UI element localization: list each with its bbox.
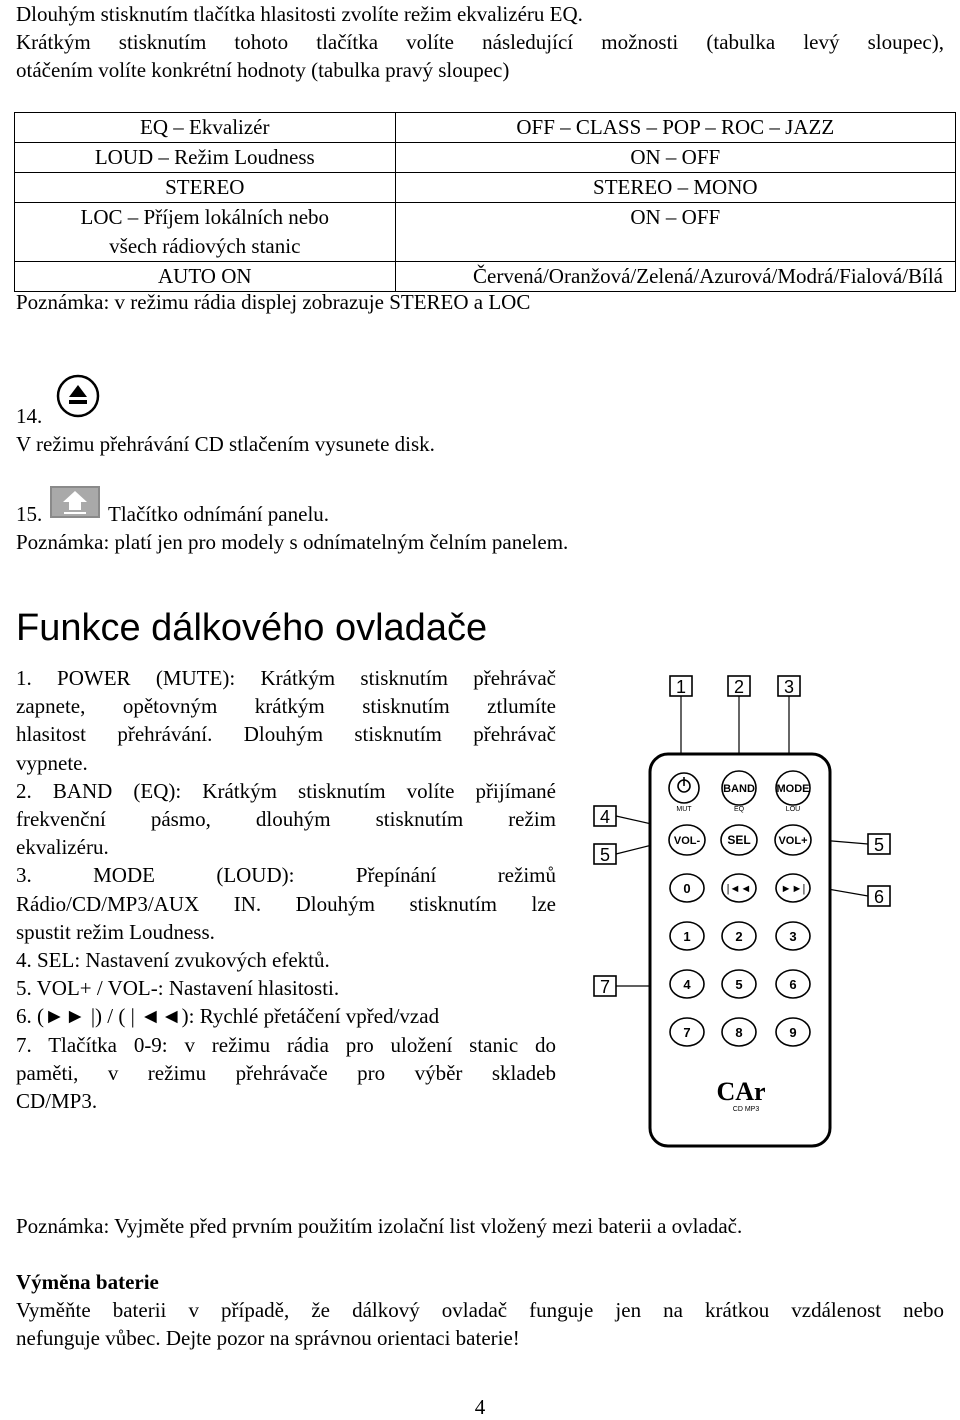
svg-text:MUT: MUT <box>676 806 692 813</box>
table-cell-option: AUTO ON <box>15 262 396 292</box>
table-row <box>15 173 956 203</box>
sel-button <box>721 825 757 855</box>
svg-text:6: 6 <box>789 977 797 992</box>
svg-text:4: 4 <box>599 807 611 827</box>
item-15-note: Poznámka: platí jen pro modely s odnímatelným čelním panelem. <box>16 530 569 554</box>
panel-detach-icon <box>50 486 100 518</box>
item-15-number: 15. <box>16 502 43 526</box>
remote-line: 5. VOL+ / VOL-: Nastavení hlasitosti. <box>16 976 340 1001</box>
digit-2-button <box>722 922 756 950</box>
battery-heading: Výměna baterie <box>16 1270 159 1294</box>
callout-5-left <box>594 844 616 865</box>
digit-8-button <box>722 1018 756 1046</box>
table-row <box>15 203 956 262</box>
settings-table <box>14 112 956 292</box>
svg-text:3: 3 <box>789 929 797 944</box>
callout-4 <box>594 806 616 827</box>
table-cell-values: STEREO – MONO <box>395 173 955 203</box>
remote-line: Rádio/CD/MP3/AUX IN. Dlouhým stisknutím lze <box>16 891 556 916</box>
svg-text:5: 5 <box>873 835 885 855</box>
table-cell-option: STEREO <box>15 173 396 203</box>
svg-text:1: 1 <box>675 677 687 697</box>
remote-line: CD/MP3. <box>16 1089 98 1114</box>
footer-note: Poznámka: Vyjměte před prvním použitím izolační list vložený mezi baterii a ovladač. <box>16 1214 743 1238</box>
remote-line: spustit režim Loudness. <box>16 919 215 944</box>
section-heading: Funkce dálkového ovladače <box>16 607 488 649</box>
remote-line: paměti, v režimu přehrávače pro výběr skladeb <box>16 1060 556 1085</box>
callout-5-right <box>868 834 890 855</box>
table-cell-option: LOUD – Režim Loudness <box>15 143 396 173</box>
callout-1 <box>670 676 692 697</box>
remote-control-diagram <box>586 668 938 1154</box>
remote-line: 7. Tlačítka 0-9: v režimu rádia pro uložení stanic do <box>16 1032 556 1057</box>
remote-line: vypnete. <box>16 750 88 775</box>
prev-button <box>722 874 756 902</box>
remote-line: 4. SEL: Nastavení zvukových efektů. <box>16 948 330 973</box>
svg-text:7: 7 <box>683 1025 691 1040</box>
vol-plus-button <box>775 825 811 855</box>
table-cell-option: EQ – Ekvalizér <box>15 113 396 143</box>
table-cell-values: OFF – CLASS – POP – ROC – JAZZ <box>395 113 955 143</box>
svg-text:BAND: BAND <box>723 783 755 795</box>
remote-functions-list <box>16 664 556 1115</box>
digit-6-button <box>776 970 810 998</box>
svg-text:►►|: ►►| <box>780 883 806 895</box>
table-row <box>15 143 956 173</box>
digit-5-button <box>722 970 756 998</box>
intro-line-2: Krátkým stisknutím tohoto tlačítka volíte následující možnosti (tabulka levý sloupec), <box>16 30 944 54</box>
svg-text:7: 7 <box>599 977 611 997</box>
svg-text:VOL+: VOL+ <box>778 835 808 847</box>
svg-text:5: 5 <box>735 977 743 992</box>
digit-3-button <box>776 922 810 950</box>
svg-text:8: 8 <box>735 1025 743 1040</box>
item-14-number: 14. <box>16 404 43 428</box>
svg-text:LOU: LOU <box>785 806 801 813</box>
svg-text:3: 3 <box>783 677 795 697</box>
svg-text:VOL-: VOL- <box>673 835 701 847</box>
digit-9-button <box>776 1018 810 1046</box>
svg-text:0: 0 <box>683 881 691 896</box>
remote-line: 3. MODE (LOUD): Přepínání režimů <box>16 863 556 888</box>
intro-line-1: Dlouhým stisknutím tlačítka hlasitosti zvolíte režim ekvalizéru EQ. <box>16 2 583 26</box>
svg-text:9: 9 <box>789 1025 797 1040</box>
callout-6 <box>868 886 890 907</box>
page-number: 4 <box>474 1395 486 1419</box>
table-row <box>15 113 956 143</box>
svg-text:1: 1 <box>683 929 691 944</box>
svg-text:2: 2 <box>733 677 745 697</box>
svg-text:2: 2 <box>735 929 743 944</box>
remote-line: frekvenční pásmo, dlouhým stisknutím režim <box>16 807 556 832</box>
svg-text:SEL: SEL <box>727 833 751 847</box>
table-cell-values: ON – OFF <box>395 143 955 173</box>
item-14-text: V režimu přehrávání CD stlačením vysunete disk. <box>16 432 435 456</box>
table-note: Poznámka: v režimu rádia displej zobrazuje STEREO a LOC <box>16 290 531 314</box>
remote-line: hlasitost přehrávání. Dlouhým stisknutím přehrávač <box>16 722 556 747</box>
svg-text:|◄◄: |◄◄ <box>726 883 752 895</box>
digit-1-button <box>670 922 704 950</box>
svg-text:6: 6 <box>873 887 885 907</box>
remote-line: 2. BAND (EQ): Krátkým stisknutím volíte přijímané <box>16 778 556 803</box>
remote-line: zapnete, opětovným krátkým stisknutím ztlumíte <box>16 694 556 719</box>
digit-7-button <box>670 1018 704 1046</box>
callout-2 <box>728 676 750 697</box>
remote-line: 6. (►► |) / ( | ◄◄): Rychlé přetáčení vpřed/vzad <box>16 1004 440 1029</box>
battery-line-2: nefunguje vůbec. Dejte pozor na správnou orientaci baterie! <box>16 1326 520 1350</box>
table-row <box>15 262 956 292</box>
remote-line: 1. POWER (MUTE): Krátkým stisknutím přehrávač <box>16 666 556 690</box>
table-cell-values: Červená/Oranžová/Zelená/Azurová/Modrá/Fialová/Bílá <box>395 262 955 292</box>
next-button <box>776 874 810 902</box>
svg-text:MODE: MODE <box>776 783 810 795</box>
svg-text:CD MP3: CD MP3 <box>732 1106 760 1113</box>
table-cell-values: ON – OFF <box>395 203 955 262</box>
intro-line-3: otáčením volíte konkrétní hodnoty (tabulka pravý sloupec) <box>16 58 510 82</box>
remote-line: ekvalizéru. <box>16 835 109 860</box>
callout-7 <box>594 976 616 997</box>
svg-text:CAr: CAr <box>716 1077 766 1106</box>
callout-3 <box>778 676 800 697</box>
item-15-text: Tlačítko odnímání panelu. <box>108 502 330 526</box>
svg-text:EQ: EQ <box>733 806 745 813</box>
digit-0-button <box>670 874 704 902</box>
eject-icon <box>56 374 100 418</box>
svg-text:4: 4 <box>683 977 691 992</box>
vol-minus-button <box>669 825 705 855</box>
svg-text:5: 5 <box>599 845 611 865</box>
table-cell-option: LOC – Příjem lokálních nebo všech rádiových stanic <box>15 203 396 262</box>
digit-4-button <box>670 970 704 998</box>
battery-line-1: Vyměňte baterii v případě, že dálkový ovladač funguje jen na krátkou vzdálenost nebo <box>16 1298 944 1322</box>
